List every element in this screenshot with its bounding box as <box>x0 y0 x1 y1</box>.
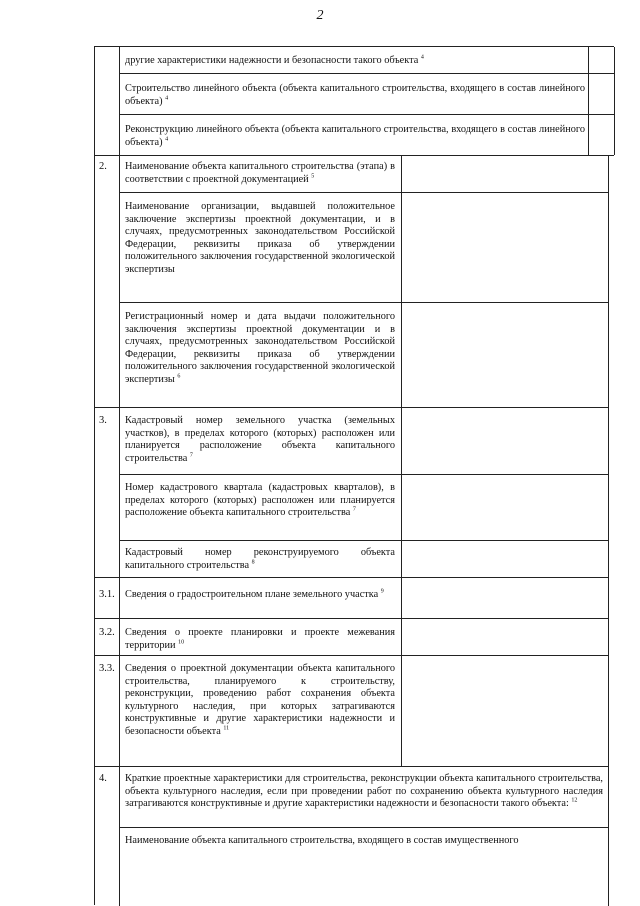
row-divider <box>95 766 609 767</box>
field-label: Сведения о градостроительном плане земельного участка $^9$ <box>125 588 384 600</box>
row-divider <box>119 192 609 193</box>
row-divider <box>119 540 609 541</box>
field-label: Краткие проектные характеристики для строительства, реконструкции объекта капитального строительства, объекта культурного наследия, если при проведении работ по сохранению объекта культурного наследия затрагиваются конструктивные и другие характеристики надежности и безопасности такого объекта: $^{12}$ <box>125 773 603 810</box>
field-label: Регистрационный номер и дата выдачи положительного заключения экспертизы проектной документации и в случаях, предусмотренных законодательством Российской Федерации, реквизиты приказа об утверждении положительного заключения государственной экологической экспертизы $^6$ <box>125 311 395 385</box>
row-divider <box>95 618 609 619</box>
row-divider <box>95 155 614 156</box>
row-divider <box>119 827 609 828</box>
field-label: Сведения о проекте планировки и проекте межевания территории $^{10}$ <box>125 627 395 651</box>
column-divider-right-lower <box>608 155 609 906</box>
field-label: Наименование объекта капитального строительства (этапа) в соответствии с проектной документацией $^5$ <box>125 161 395 185</box>
field-label: Кадастровый номер земельного участка (земельных участков), в пределах которого (которых) расположен или планируется расположение объекта капитального строительства $^7$ <box>125 415 395 464</box>
row-divider <box>95 407 609 408</box>
column-divider-right <box>614 47 615 155</box>
field-label: Наименование организации, выдавшей положительное заключение экспертизы проектной документации, и в случаях, предусмотренных законодательством Российской Федерации, реквизиты приказа об утверждении положительного заключения государственной экологической экспертизы <box>125 201 395 275</box>
field-label: Кадастровый номер реконструируемого объекта капитального строительства $^8$ <box>125 547 395 571</box>
field-label: Реконструкцию линейного объекта (объекта капитального строительства, входящего в состав линейного объекта) $^4$ <box>125 124 585 148</box>
column-divider-number <box>119 47 120 906</box>
section-number: 4. <box>99 773 107 784</box>
form-table <box>94 46 614 905</box>
column-divider-value-top <box>588 47 589 155</box>
row-divider <box>119 474 609 475</box>
page-number: 2 <box>316 8 324 23</box>
field-label: Сведения о проектной документации объекта капитального строительства, планируемого к строительству, реконструкции, проведению работ сохранения объекта культурного наследия, при которых затрагиваются конструктивные и другие характеристики надежности и безопасности объекта $^{11}$ <box>125 663 395 737</box>
column-divider-value <box>401 155 402 766</box>
section-number: 3.2. <box>99 627 115 638</box>
section-number: 3. <box>99 415 107 426</box>
field-label: Номер кадастрового квартала (кадастровых кварталов), в пределах которого (которых) расположен или планируется расположение объекта капитального строительства $^7$ <box>125 482 395 519</box>
row-divider <box>119 302 609 303</box>
field-label: другие характеристики надежности и безопасности такого объекта $^4$ <box>125 54 424 66</box>
section-number: 3.3. <box>99 663 115 674</box>
field-label: Строительство линейного объекта (объекта капитального строительства, входящего в состав линейного объекта) $^4$ <box>125 83 585 107</box>
section-number: 3.1. <box>99 589 115 600</box>
field-label: Наименование объекта капитального строительства, входящего в состав имущественного <box>125 835 519 846</box>
section-number: 2. <box>99 161 107 172</box>
row-divider <box>119 114 614 115</box>
row-divider <box>119 73 614 74</box>
row-divider <box>95 577 609 578</box>
row-divider <box>95 655 609 656</box>
